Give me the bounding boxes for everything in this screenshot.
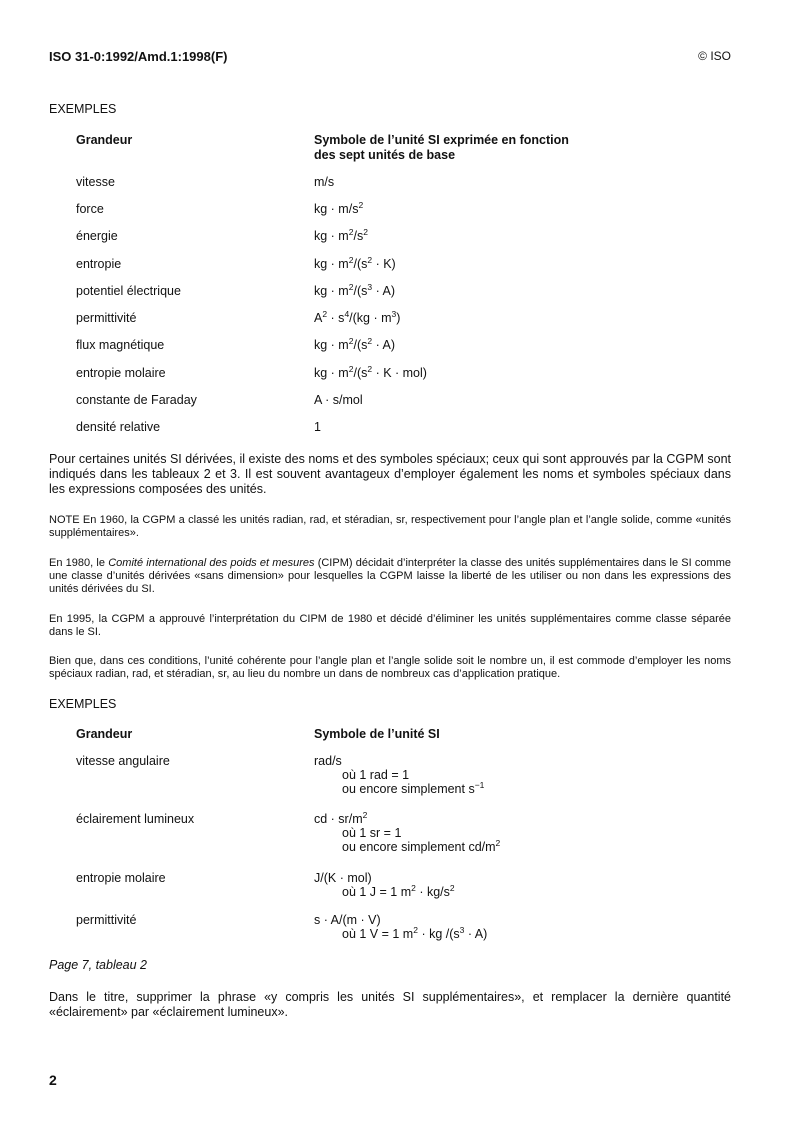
quantity: force	[76, 202, 104, 216]
paragraph-title-change: Dans le titre, supprimer la phrase «y compris les unités SI supplémentaires», et remplacer la dernière quantité «éclairement» par «éclairement lumineux».	[49, 990, 731, 1019]
quantity: entropie molaire	[76, 366, 166, 380]
page-reference: Page 7, tableau 2	[49, 958, 147, 972]
paragraph-coherent-unit: Bien que, dans ces conditions, l’unité cohérente pour l’angle plan et l’angle solide soit le nombre un, il est commode d’employer les noms spéciaux radian, rad, et stéradian, sr, au lieu du nombre un dans de nombreux cas d’application pratique.	[49, 655, 731, 680]
col-header-quantity: Grandeur	[76, 133, 133, 147]
unit-symbol: kg · $m^2/(s^2 \cdot A)$	[314, 336, 396, 352]
quantity: flux magnétique	[76, 338, 165, 352]
unit-symbol: 1	[314, 420, 321, 434]
unit-symbol: kg · $m^2/(s^3 \cdot A)$	[314, 282, 396, 298]
unit-symbol: s · A/(m · V) où 1 V = 1 $m^2$ · kg $/(s^3 \cdot A)$	[314, 913, 488, 941]
quantity: vitesse	[76, 175, 115, 189]
copyright: © ISO	[698, 49, 731, 63]
paragraph-1995: En 1995, la CGPM a approuvé l’interprétation du CIPM de 1980 et décidé d’éliminer les unités supplémentaires comme classe séparée dans le SI.	[49, 613, 731, 638]
unit-symbol: m/s	[314, 175, 335, 189]
unit-symbol: rad/s où 1 rad = 1 ou encore simplement $s^{-1}$	[314, 754, 485, 796]
examples-label-2: EXEMPLES	[49, 697, 117, 711]
unit-symbol: kg · $m^2/s^2$	[314, 227, 368, 243]
col-header-symbol: Symbole de l’unité SI	[314, 727, 440, 741]
unit-symbol: J/(K · mol) où 1 J = 1 $m^2 \cdot kg/s^2$	[314, 871, 455, 899]
examples-label-1: EXEMPLES	[49, 102, 117, 116]
quantity: permittivité	[76, 311, 137, 325]
quantity: énergie	[76, 229, 118, 243]
quantity: permittivité	[76, 913, 137, 927]
quantity: entropie molaire	[76, 871, 166, 885]
quantity: potentiel électrique	[76, 284, 181, 298]
paragraph-special-names: Pour certaines unités SI dérivées, il existe des noms et des symboles spéciaux; ceux qui sont approuvés par la CGPM sont indiqués dans les tableaux 2 et 3. Il est souvent avantageux d’employer également les noms et symboles spéciaux dans les expressions composées des unités.	[49, 452, 731, 496]
paragraph-1980: En 1980, le Comité international des poids et mesures (CIPM) décidait d’interpréter la classe des unités supplémentaires dans le SI comme une classe d’unités dérivées «sans dimension» pour lesquelles la CGPM laisse la liberté de les utiliser ou non dans les expressions des unités dérivées du SI.	[49, 557, 731, 595]
unit-symbol: $A^2 \cdot s^4/(kg \cdot m^3)$	[314, 309, 401, 325]
quantity: entropie	[76, 257, 122, 271]
col-header-quantity: Grandeur	[76, 727, 133, 741]
unit-symbol: A · s/mol	[314, 393, 363, 407]
unit-symbol: kg · $m^2/(s^2 \cdot K \cdot mol)$	[314, 364, 427, 380]
quantity: densité relative	[76, 420, 161, 434]
quantity: éclairement lumineux	[76, 812, 195, 826]
note-1960: NOTE En 1960, la CGPM a classé les unités radian, rad, et stéradian, sr, respectivement pour l’angle plan et l’angle solide, comme «unités supplémentaires».	[49, 514, 731, 539]
unit-symbol: kg · $m/s^2$	[314, 200, 364, 216]
unit-symbol: kg · $m^2/(s^2 \cdot K)$	[314, 255, 396, 271]
quantity: vitesse angulaire	[76, 754, 170, 768]
document-id: ISO 31-0:1992/Amd.1:1998(F)	[49, 49, 228, 64]
col-header-symbol: Symbole de l’unité SI exprimée en fonction des sept unités de base	[314, 133, 569, 162]
page-number: 2	[49, 1072, 57, 1088]
quantity: constante de Faraday	[76, 393, 197, 407]
unit-symbol: cd · $sr/m^2$ où 1 sr = 1 ou encore simplement $cd/m^2$	[314, 810, 501, 854]
